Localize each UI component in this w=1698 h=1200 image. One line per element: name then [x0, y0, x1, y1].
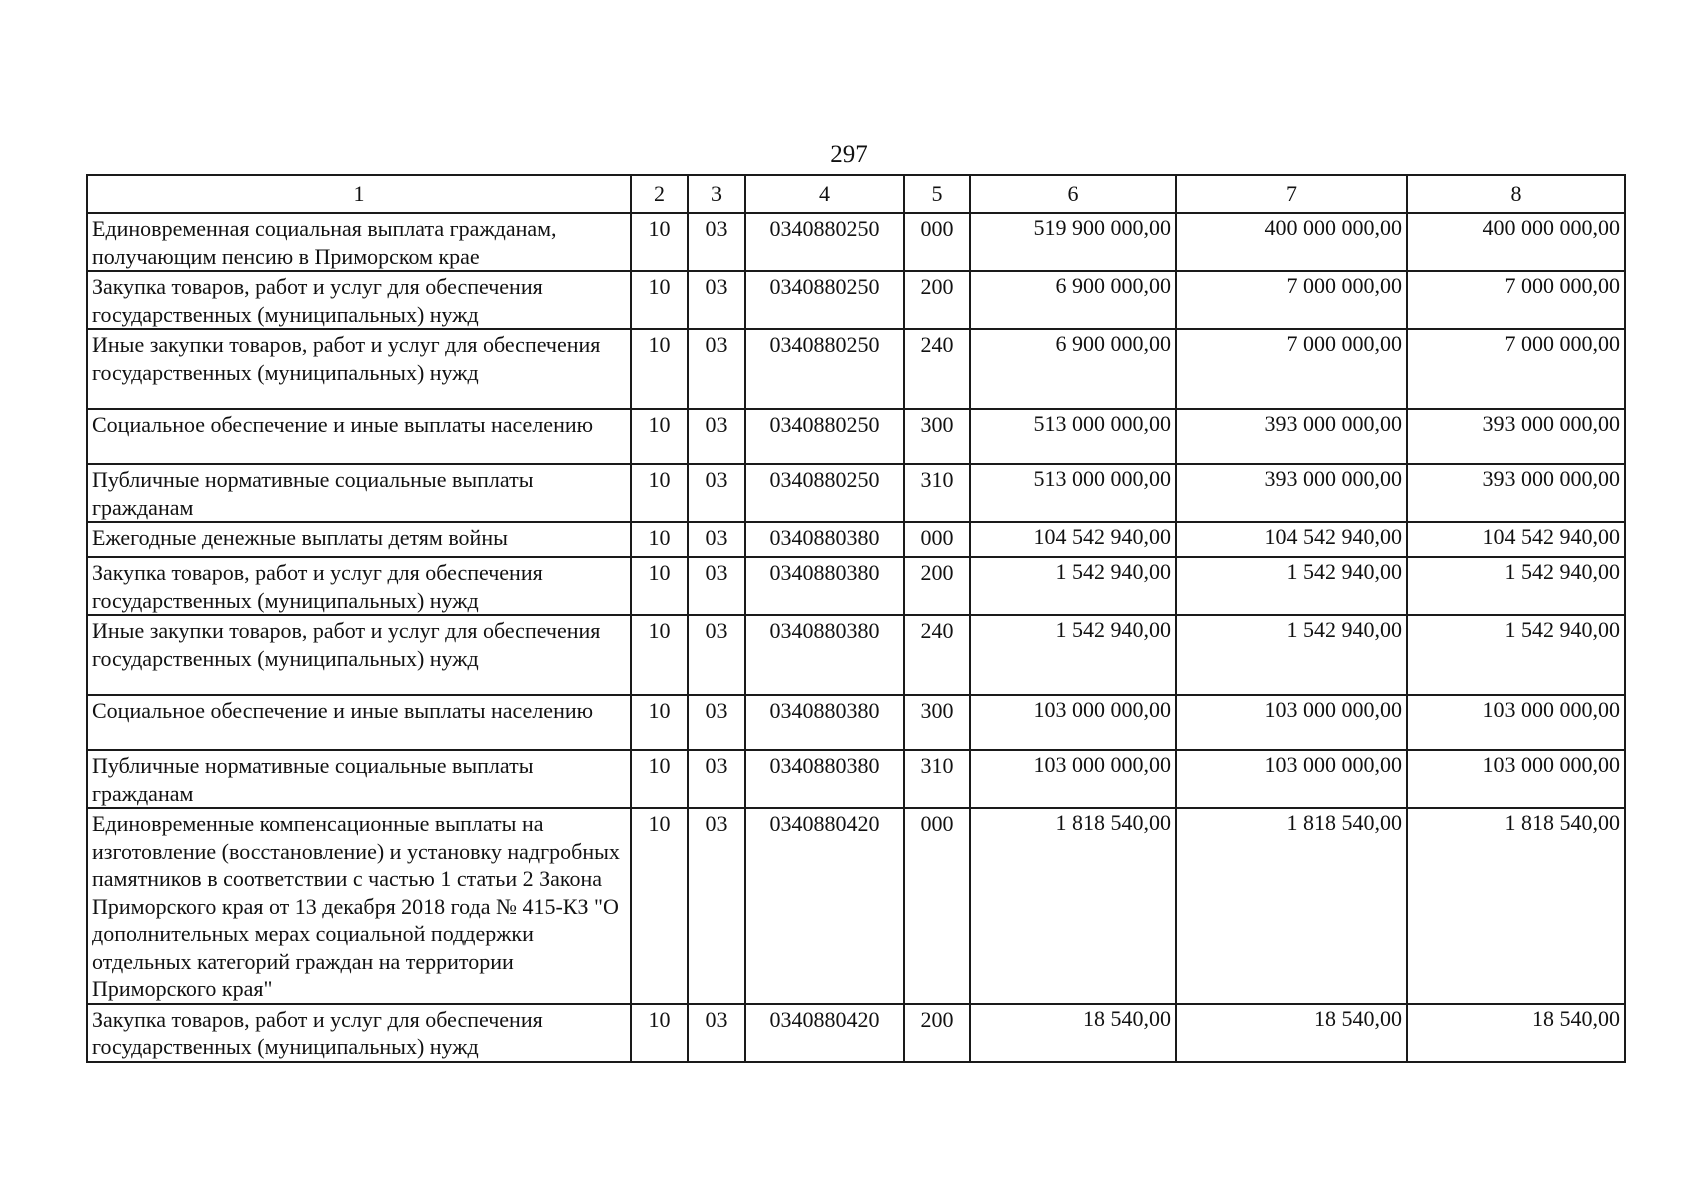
amount-col-6-cell: 1 542 940,00 — [970, 615, 1176, 695]
table-row — [87, 329, 1625, 409]
target-article-cell: 0340880380 — [745, 615, 904, 695]
section-code-cell: 10 — [631, 750, 688, 808]
section-code-cell: 10 — [631, 808, 688, 1004]
row-name-cell: Закупка товаров, работ и услуг для обеспечения государственных (муниципальных) нужд — [87, 1004, 631, 1062]
expense-type-cell: 000 — [904, 213, 970, 271]
expense-type-cell: 200 — [904, 557, 970, 615]
amount-col-7-cell: 1 542 940,00 — [1176, 615, 1407, 695]
amount-col-8-cell: 7 000 000,00 — [1407, 329, 1625, 409]
row-name-cell: Единовременные компенсационные выплаты на изготовление (восстановление) и установку надгробных памятников в соответствии с частью 1 статьи 2 Закона Приморского края от 13 декабря 2018 года № 415-КЗ "О дополнительных мерах социальной поддержки отдельных категорий граждан на территории Приморского края" — [87, 808, 631, 1004]
amount-col-7-cell: 1 542 940,00 — [1176, 557, 1407, 615]
column-header: 2 — [631, 175, 688, 213]
amount-col-8-cell: 104 542 940,00 — [1407, 522, 1625, 557]
target-article-cell: 0340880380 — [745, 695, 904, 750]
target-article-cell: 0340880250 — [745, 409, 904, 464]
page-number: 297 — [830, 141, 868, 168]
section-code-cell: 10 — [631, 271, 688, 329]
amount-col-7-cell: 393 000 000,00 — [1176, 464, 1407, 522]
expense-type-cell: 000 — [904, 522, 970, 557]
budget-table — [86, 174, 1626, 1063]
column-header: 1 — [87, 175, 631, 213]
row-name-cell: Иные закупки товаров, работ и услуг для обеспечения государственных (муниципальных) нужд — [87, 329, 631, 409]
amount-col-8-cell: 103 000 000,00 — [1407, 695, 1625, 750]
subsection-code-cell: 03 — [688, 213, 745, 271]
amount-col-8-cell: 1 542 940,00 — [1407, 615, 1625, 695]
amount-col-8-cell: 393 000 000,00 — [1407, 464, 1625, 522]
column-header: 3 — [688, 175, 745, 213]
row-name-cell: Публичные нормативные социальные выплаты гражданам — [87, 750, 631, 808]
subsection-code-cell: 03 — [688, 409, 745, 464]
column-header: 7 — [1176, 175, 1407, 213]
subsection-code-cell: 03 — [688, 271, 745, 329]
subsection-code-cell: 03 — [688, 329, 745, 409]
amount-col-7-cell: 1 818 540,00 — [1176, 808, 1407, 1004]
table-row — [87, 409, 1625, 464]
expense-type-cell: 200 — [904, 271, 970, 329]
section-code-cell: 10 — [631, 615, 688, 695]
column-header: 5 — [904, 175, 970, 213]
expense-type-cell: 240 — [904, 615, 970, 695]
amount-col-6-cell: 103 000 000,00 — [970, 750, 1176, 808]
section-code-cell: 10 — [631, 522, 688, 557]
amount-col-6-cell: 6 900 000,00 — [970, 329, 1176, 409]
amount-col-8-cell: 18 540,00 — [1407, 1004, 1625, 1062]
subsection-code-cell: 03 — [688, 557, 745, 615]
amount-col-6-cell: 1 818 540,00 — [970, 808, 1176, 1004]
expense-type-cell: 300 — [904, 409, 970, 464]
row-name-cell: Иные закупки товаров, работ и услуг для обеспечения государственных (муниципальных) нужд — [87, 615, 631, 695]
section-code-cell: 10 — [631, 1004, 688, 1062]
subsection-code-cell: 03 — [688, 695, 745, 750]
expense-type-cell: 310 — [904, 750, 970, 808]
row-name-cell: Закупка товаров, работ и услуг для обеспечения государственных (муниципальных) нужд — [87, 557, 631, 615]
amount-col-6-cell: 513 000 000,00 — [970, 464, 1176, 522]
expense-type-cell: 310 — [904, 464, 970, 522]
section-code-cell: 10 — [631, 213, 688, 271]
subsection-code-cell: 03 — [688, 808, 745, 1004]
subsection-code-cell: 03 — [688, 464, 745, 522]
amount-col-7-cell: 400 000 000,00 — [1176, 213, 1407, 271]
subsection-code-cell: 03 — [688, 750, 745, 808]
row-name-cell: Социальное обеспечение и иные выплаты населению — [87, 409, 631, 464]
table-row — [87, 808, 1625, 1004]
target-article-cell: 0340880250 — [745, 329, 904, 409]
expense-type-cell: 300 — [904, 695, 970, 750]
amount-col-7-cell: 393 000 000,00 — [1176, 409, 1407, 464]
column-header: 6 — [970, 175, 1176, 213]
amount-col-6-cell: 1 542 940,00 — [970, 557, 1176, 615]
amount-col-8-cell: 393 000 000,00 — [1407, 409, 1625, 464]
amount-col-7-cell: 104 542 940,00 — [1176, 522, 1407, 557]
section-code-cell: 10 — [631, 695, 688, 750]
section-code-cell: 10 — [631, 409, 688, 464]
amount-col-6-cell: 6 900 000,00 — [970, 271, 1176, 329]
expense-type-cell: 200 — [904, 1004, 970, 1062]
target-article-cell: 0340880420 — [745, 808, 904, 1004]
amount-col-8-cell: 7 000 000,00 — [1407, 271, 1625, 329]
amount-col-7-cell: 103 000 000,00 — [1176, 695, 1407, 750]
target-article-cell: 0340880420 — [745, 1004, 904, 1062]
row-name-cell: Единовременная социальная выплата гражданам, получающим пенсию в Приморском крае — [87, 213, 631, 271]
amount-col-7-cell: 103 000 000,00 — [1176, 750, 1407, 808]
row-name-cell: Ежегодные денежные выплаты детям войны — [87, 522, 631, 557]
amount-col-6-cell: 519 900 000,00 — [970, 213, 1176, 271]
column-header: 4 — [745, 175, 904, 213]
amount-col-6-cell: 18 540,00 — [970, 1004, 1176, 1062]
section-code-cell: 10 — [631, 464, 688, 522]
amount-col-8-cell: 1 818 540,00 — [1407, 808, 1625, 1004]
amount-col-6-cell: 513 000 000,00 — [970, 409, 1176, 464]
expense-type-cell: 240 — [904, 329, 970, 409]
amount-col-8-cell: 1 542 940,00 — [1407, 557, 1625, 615]
table-row — [87, 271, 1625, 329]
table-row — [87, 1004, 1625, 1062]
subsection-code-cell: 03 — [688, 522, 745, 557]
table-row — [87, 522, 1625, 557]
amount-col-8-cell: 400 000 000,00 — [1407, 213, 1625, 271]
column-header: 8 — [1407, 175, 1625, 213]
table-row — [87, 750, 1625, 808]
target-article-cell: 0340880380 — [745, 522, 904, 557]
subsection-code-cell: 03 — [688, 615, 745, 695]
table-row — [87, 615, 1625, 695]
target-article-cell: 0340880250 — [745, 271, 904, 329]
target-article-cell: 0340880250 — [745, 464, 904, 522]
expense-type-cell: 000 — [904, 808, 970, 1004]
section-code-cell: 10 — [631, 329, 688, 409]
table-header-row — [87, 175, 1625, 213]
amount-col-7-cell: 7 000 000,00 — [1176, 329, 1407, 409]
amount-col-6-cell: 104 542 940,00 — [970, 522, 1176, 557]
row-name-cell: Закупка товаров, работ и услуг для обеспечения государственных (муниципальных) нужд — [87, 271, 631, 329]
row-name-cell: Социальное обеспечение и иные выплаты населению — [87, 695, 631, 750]
amount-col-6-cell: 103 000 000,00 — [970, 695, 1176, 750]
table-row — [87, 213, 1625, 271]
target-article-cell: 0340880380 — [745, 557, 904, 615]
table-row — [87, 557, 1625, 615]
amount-col-7-cell: 7 000 000,00 — [1176, 271, 1407, 329]
target-article-cell: 0340880250 — [745, 213, 904, 271]
section-code-cell: 10 — [631, 557, 688, 615]
amount-col-8-cell: 103 000 000,00 — [1407, 750, 1625, 808]
target-article-cell: 0340880380 — [745, 750, 904, 808]
row-name-cell: Публичные нормативные социальные выплаты гражданам — [87, 464, 631, 522]
amount-col-7-cell: 18 540,00 — [1176, 1004, 1407, 1062]
subsection-code-cell: 03 — [688, 1004, 745, 1062]
table-row — [87, 464, 1625, 522]
table-row — [87, 695, 1625, 750]
